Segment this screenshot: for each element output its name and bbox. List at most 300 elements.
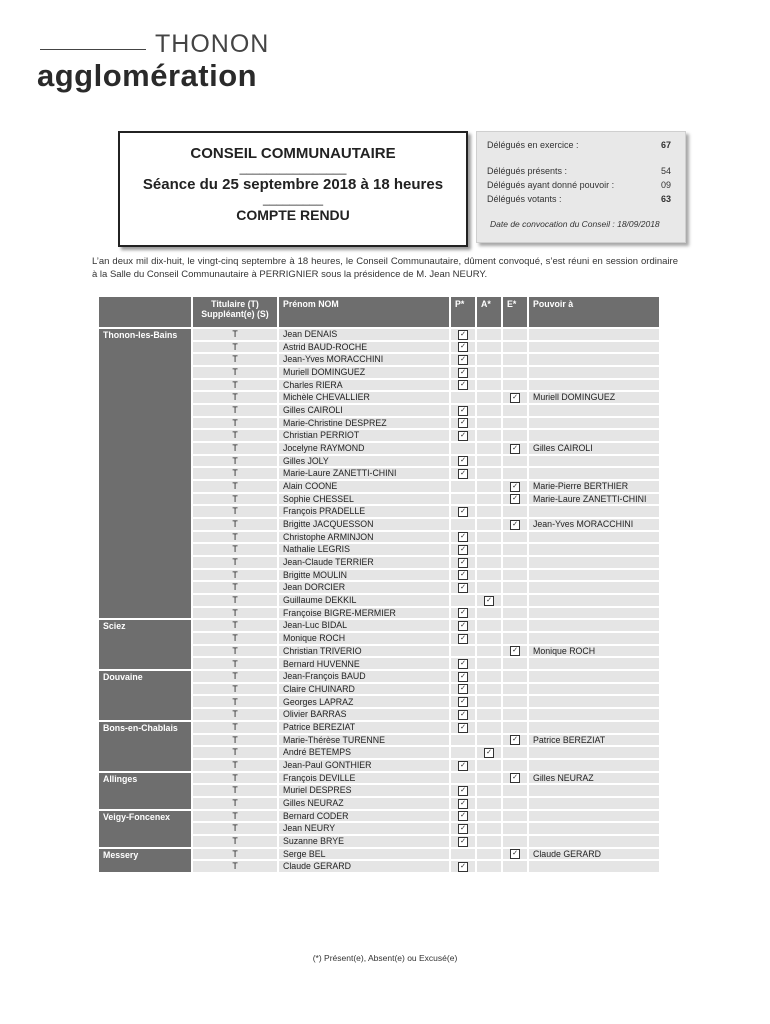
checkbox-checked-icon: ✓ (458, 380, 468, 390)
titulaire-cell: T (193, 760, 277, 771)
status-p-cell (451, 658, 475, 669)
titulaire-cell: T (193, 481, 277, 492)
checkbox-checked-icon: ✓ (458, 634, 468, 644)
status-a-cell (477, 380, 501, 391)
nom-cell: Gilles CAIROLI (279, 405, 449, 416)
status-p-cell (451, 671, 475, 682)
status-e-cell (503, 430, 527, 441)
table-row (99, 329, 659, 340)
status-p-cell (451, 582, 475, 593)
pouvoir-cell: Monique ROCH (529, 646, 659, 657)
checkbox-checked-icon: ✓ (510, 520, 520, 530)
titulaire-cell: T (193, 861, 277, 872)
checkbox-checked-icon: ✓ (458, 824, 468, 834)
status-p-cell (451, 468, 475, 479)
footnote: (*) Présent(e), Absent(e) ou Excusé(e) (312, 953, 458, 963)
checkbox-checked-icon: ✓ (458, 583, 468, 593)
status-a-cell (477, 392, 501, 403)
status-a-cell (477, 747, 501, 758)
nom-cell: Patrice BEREZIAT (279, 722, 449, 733)
nom-cell: Christian PERRIOT (279, 430, 449, 441)
titulaire-cell: T (193, 582, 277, 593)
status-a-cell (477, 684, 501, 695)
logo-thonon: THONON (155, 30, 270, 58)
status-a-cell (477, 354, 501, 365)
status-p-cell (451, 849, 475, 860)
status-a-cell (477, 861, 501, 872)
table-row (99, 773, 659, 784)
status-e-cell (503, 608, 527, 619)
status-p-cell (451, 747, 475, 758)
council-title: CONSEIL COMMUNAUTAIRE (190, 145, 396, 162)
checkbox-checked-icon: ✓ (510, 646, 520, 656)
titulaire-cell: T (193, 773, 277, 784)
intro-paragraph: L’an deux mil dix-huit, le vingt-cinq septembre à 18 heures, le Conseil Communautaire, dûment convoqué, s’est réuni en session ordinaire à la Salle du Conseil Communautaire à PERRIGNIER sous la présidence de M. Jean NEURY. (92, 256, 678, 280)
nom-cell: Muriell DOMINGUEZ (279, 367, 449, 378)
status-p-cell (451, 684, 475, 695)
titulaire-cell: T (193, 557, 277, 568)
status-a-cell (477, 696, 501, 707)
commune-cell: Messery (99, 849, 191, 872)
pouvoir-cell (529, 430, 659, 441)
status-a-cell (477, 367, 501, 378)
titulaire-cell: T (193, 329, 277, 340)
status-p-cell (451, 481, 475, 492)
pouvoir-cell (529, 747, 659, 758)
pouvoir-cell (529, 380, 659, 391)
status-e-cell (503, 861, 527, 872)
status-e-cell (503, 785, 527, 796)
checkbox-checked-icon: ✓ (458, 545, 468, 555)
titulaire-cell: T (193, 519, 277, 530)
status-e-cell (503, 735, 527, 746)
pouvoir-cell (529, 798, 659, 809)
pouvoir-cell (529, 468, 659, 479)
nom-cell: Olivier BARRAS (279, 709, 449, 720)
status-a-cell (477, 785, 501, 796)
commune-cell: Sciez (99, 620, 191, 669)
titulaire-cell: T (193, 798, 277, 809)
stat-exercice-value: 67 (660, 140, 671, 150)
pouvoir-cell: Jean-Yves MORACCHINI (529, 519, 659, 530)
logo-agglomeration: agglomération (37, 58, 258, 93)
nom-cell: Brigitte JACQUESSON (279, 519, 449, 530)
pouvoir-cell (529, 684, 659, 695)
nom-cell: Jean-Claude TERRIER (279, 557, 449, 568)
header-titulaire: Titulaire (T) Suppléant(e) (S) (193, 297, 277, 327)
checkbox-checked-icon: ✓ (510, 773, 520, 783)
status-a-cell (477, 633, 501, 644)
checkbox-checked-icon: ✓ (458, 697, 468, 707)
nom-cell: Claude GERARD (279, 861, 449, 872)
pouvoir-cell (529, 570, 659, 581)
commune-cell: Douvaine (99, 671, 191, 720)
titulaire-cell: T (193, 354, 277, 365)
checkbox-checked-icon: ✓ (458, 431, 468, 441)
checkbox-checked-icon: ✓ (458, 418, 468, 428)
status-a-cell (477, 811, 501, 822)
status-a-cell (477, 722, 501, 733)
checkbox-checked-icon: ✓ (458, 837, 468, 847)
pouvoir-cell (529, 532, 659, 543)
status-e-cell (503, 392, 527, 403)
checkbox-checked-icon: ✓ (510, 849, 520, 859)
titulaire-cell: T (193, 430, 277, 441)
commune-cell: Thonon-les-Bains (99, 329, 191, 618)
status-a-cell (477, 823, 501, 834)
pouvoir-cell (529, 342, 659, 353)
checkbox-checked-icon: ✓ (484, 748, 494, 758)
status-e-cell (503, 684, 527, 695)
pouvoir-cell (529, 823, 659, 834)
titulaire-cell: T (193, 722, 277, 733)
status-a-cell (477, 481, 501, 492)
nom-cell: Christophe ARMINJON (279, 532, 449, 543)
checkbox-checked-icon: ✓ (458, 355, 468, 365)
pouvoir-cell (529, 456, 659, 467)
checkbox-checked-icon: ✓ (458, 723, 468, 733)
status-e-cell (503, 849, 527, 860)
status-a-cell (477, 557, 501, 568)
status-e-cell (503, 342, 527, 353)
nom-cell: Claire CHUINARD (279, 684, 449, 695)
checkbox-checked-icon: ✓ (458, 406, 468, 416)
titulaire-cell: T (193, 671, 277, 682)
status-p-cell (451, 354, 475, 365)
status-e-cell (503, 329, 527, 340)
header-absent: A* (477, 297, 501, 327)
status-p-cell (451, 494, 475, 505)
titulaire-cell: T (193, 570, 277, 581)
status-p-cell (451, 620, 475, 631)
commune-cell: Bons-en-Chablais (99, 722, 191, 771)
nom-cell: Christian TRIVERIO (279, 646, 449, 657)
stat-pouvoir-value: 09 (660, 180, 671, 190)
status-p-cell (451, 392, 475, 403)
status-e-cell (503, 380, 527, 391)
checkbox-checked-icon: ✓ (458, 368, 468, 378)
status-p-cell (451, 506, 475, 517)
titulaire-cell: T (193, 646, 277, 657)
checkbox-checked-icon: ✓ (458, 342, 468, 352)
pouvoir-cell (529, 620, 659, 631)
status-a-cell (477, 519, 501, 530)
status-p-cell (451, 722, 475, 733)
status-a-cell (477, 798, 501, 809)
checkbox-checked-icon: ✓ (458, 456, 468, 466)
nom-cell: Jean DENAIS (279, 329, 449, 340)
pouvoir-cell: Gilles CAIROLI (529, 443, 659, 454)
checkbox-checked-icon: ✓ (458, 672, 468, 682)
commune-cell: Veigy-Foncenex (99, 811, 191, 847)
status-a-cell (477, 405, 501, 416)
nom-cell: Jean-Luc BIDAL (279, 620, 449, 631)
pouvoir-cell (529, 557, 659, 568)
status-e-cell (503, 620, 527, 631)
titulaire-cell: T (193, 468, 277, 479)
pouvoir-cell: Gilles NEURAZ (529, 773, 659, 784)
status-p-cell (451, 557, 475, 568)
nom-cell: Jean DORCIER (279, 582, 449, 593)
checkbox-checked-icon: ✓ (510, 393, 520, 403)
status-p-cell (451, 709, 475, 720)
pouvoir-cell (529, 418, 659, 429)
nom-cell: Gilles NEURAZ (279, 798, 449, 809)
status-e-cell (503, 544, 527, 555)
pouvoir-cell (529, 329, 659, 340)
status-p-cell (451, 595, 475, 606)
status-a-cell (477, 456, 501, 467)
pouvoir-cell (529, 785, 659, 796)
table-row (99, 849, 659, 860)
pouvoir-cell (529, 671, 659, 682)
status-e-cell (503, 405, 527, 416)
nom-cell: Jocelyne RAYMOND (279, 443, 449, 454)
stat-presents-label: Délégués présents : (487, 166, 568, 176)
status-p-cell (451, 342, 475, 353)
titulaire-cell: T (193, 709, 277, 720)
titulaire-cell: T (193, 684, 277, 695)
pouvoir-cell (529, 405, 659, 416)
status-a-cell (477, 646, 501, 657)
nom-cell: Serge BEL (279, 849, 449, 860)
status-p-cell (451, 696, 475, 707)
nom-cell: Marie-Christine DESPREZ (279, 418, 449, 429)
status-p-cell (451, 456, 475, 467)
status-p-cell (451, 608, 475, 619)
status-a-cell (477, 658, 501, 669)
pouvoir-cell (529, 811, 659, 822)
status-e-cell (503, 506, 527, 517)
nom-cell: Charles RIERA (279, 380, 449, 391)
checkbox-checked-icon: ✓ (484, 596, 494, 606)
status-e-cell (503, 823, 527, 834)
status-a-cell (477, 430, 501, 441)
status-a-cell (477, 836, 501, 847)
status-p-cell (451, 785, 475, 796)
status-a-cell (477, 532, 501, 543)
checkbox-checked-icon: ✓ (510, 494, 520, 504)
checkbox-checked-icon: ✓ (458, 710, 468, 720)
status-e-cell (503, 798, 527, 809)
pouvoir-cell (529, 608, 659, 619)
status-p-cell (451, 735, 475, 746)
stat-votants-label: Délégués votants : (487, 194, 562, 204)
pouvoir-cell (529, 861, 659, 872)
nom-cell: Jean-François BAUD (279, 671, 449, 682)
status-a-cell (477, 418, 501, 429)
header-nom: Prénom NOM (279, 297, 449, 327)
checkbox-checked-icon: ✓ (458, 811, 468, 821)
status-a-cell (477, 443, 501, 454)
status-e-cell (503, 773, 527, 784)
checkbox-checked-icon: ✓ (458, 608, 468, 618)
nom-cell: Astrid BAUD-ROCHE (279, 342, 449, 353)
title-box (118, 131, 468, 247)
nom-cell: Françoise BIGRE-MERMIER (279, 608, 449, 619)
status-a-cell (477, 620, 501, 631)
attendance-table (97, 295, 661, 874)
nom-cell: Michèle CHEVALLIER (279, 392, 449, 403)
nom-cell: Sophie CHESSEL (279, 494, 449, 505)
status-e-cell (503, 709, 527, 720)
titulaire-cell: T (193, 785, 277, 796)
table-row (99, 671, 659, 682)
status-a-cell (477, 671, 501, 682)
status-p-cell (451, 443, 475, 454)
nom-cell: Jean-Paul GONTHIER (279, 760, 449, 771)
nom-cell: Brigitte MOULIN (279, 570, 449, 581)
separator-2: _________ (262, 192, 324, 206)
status-p-cell (451, 430, 475, 441)
status-p-cell (451, 760, 475, 771)
pouvoir-cell: Marie-Pierre BERTHIER (529, 481, 659, 492)
pouvoir-cell (529, 354, 659, 365)
titulaire-cell: T (193, 342, 277, 353)
checkbox-checked-icon: ✓ (458, 761, 468, 771)
titulaire-cell: T (193, 418, 277, 429)
nom-cell: Suzanne BRYE (279, 836, 449, 847)
status-e-cell (503, 443, 527, 454)
compte-rendu-title: COMPTE RENDU (236, 207, 350, 223)
status-a-cell (477, 735, 501, 746)
nom-cell: Jean NEURY (279, 823, 449, 834)
status-a-cell (477, 760, 501, 771)
nom-cell: Jean-Yves MORACCHINI (279, 354, 449, 365)
status-e-cell (503, 456, 527, 467)
pouvoir-cell (529, 544, 659, 555)
separator-1: ________________ (239, 161, 347, 175)
titulaire-cell: T (193, 544, 277, 555)
table-row (99, 620, 659, 631)
titulaire-cell: T (193, 836, 277, 847)
checkbox-checked-icon: ✓ (458, 330, 468, 340)
status-p-cell (451, 380, 475, 391)
convocation-date: Date de convocation du Conseil : 18/09/2018 (490, 219, 660, 229)
nom-cell: Monique ROCH (279, 633, 449, 644)
commune-cell: Allinges (99, 773, 191, 809)
status-e-cell (503, 468, 527, 479)
checkbox-checked-icon: ✓ (458, 684, 468, 694)
pouvoir-cell: Claude GERARD (529, 849, 659, 860)
status-e-cell (503, 582, 527, 593)
nom-cell: Nathalie LEGRIS (279, 544, 449, 555)
titulaire-cell: T (193, 506, 277, 517)
pouvoir-cell (529, 722, 659, 733)
status-a-cell (477, 570, 501, 581)
titulaire-cell: T (193, 392, 277, 403)
checkbox-checked-icon: ✓ (510, 482, 520, 492)
nom-cell: Bernard CODER (279, 811, 449, 822)
titulaire-cell: T (193, 532, 277, 543)
titulaire-cell: T (193, 823, 277, 834)
session-date: Séance du 25 septembre 2018 à 18 heures (142, 176, 444, 193)
status-p-cell (451, 633, 475, 644)
pouvoir-cell (529, 836, 659, 847)
status-a-cell (477, 544, 501, 555)
status-e-cell (503, 646, 527, 657)
nom-cell: François PRADELLE (279, 506, 449, 517)
status-e-cell (503, 570, 527, 581)
nom-cell: Muriel DESPRES (279, 785, 449, 796)
status-p-cell (451, 646, 475, 657)
status-e-cell (503, 494, 527, 505)
status-e-cell (503, 519, 527, 530)
table-header-row (99, 297, 659, 327)
delegates-stats-box (476, 131, 686, 243)
status-e-cell (503, 532, 527, 543)
status-p-cell (451, 823, 475, 834)
titulaire-cell: T (193, 811, 277, 822)
status-p-cell (451, 532, 475, 543)
nom-cell: Alain COONE (279, 481, 449, 492)
pouvoir-cell (529, 582, 659, 593)
titulaire-cell: T (193, 849, 277, 860)
pouvoir-cell (529, 709, 659, 720)
checkbox-checked-icon: ✓ (458, 799, 468, 809)
checkbox-checked-icon: ✓ (458, 621, 468, 631)
status-p-cell (451, 836, 475, 847)
status-p-cell (451, 367, 475, 378)
titulaire-cell: T (193, 595, 277, 606)
pouvoir-cell: Patrice BEREZIAT (529, 735, 659, 746)
status-a-cell (477, 582, 501, 593)
status-e-cell (503, 557, 527, 568)
header-excuse: E* (503, 297, 527, 327)
nom-cell: François DEVILLE (279, 773, 449, 784)
checkbox-checked-icon: ✓ (458, 659, 468, 669)
status-a-cell (477, 342, 501, 353)
status-p-cell (451, 519, 475, 530)
status-p-cell (451, 570, 475, 581)
pouvoir-cell: Marie-Laure ZANETTI-CHINI (529, 494, 659, 505)
status-p-cell (451, 773, 475, 784)
status-a-cell (477, 494, 501, 505)
titulaire-cell: T (193, 633, 277, 644)
status-e-cell (503, 595, 527, 606)
nom-cell: Marie-Thérèse TURENNE (279, 735, 449, 746)
table-row (99, 722, 659, 733)
pouvoir-cell (529, 696, 659, 707)
stat-exercice-label: Délégués en exercice : (487, 140, 579, 150)
status-p-cell (451, 418, 475, 429)
status-a-cell (477, 468, 501, 479)
checkbox-checked-icon: ✓ (510, 444, 520, 454)
status-p-cell (451, 405, 475, 416)
status-a-cell (477, 329, 501, 340)
status-e-cell (503, 836, 527, 847)
status-p-cell (451, 811, 475, 822)
status-e-cell (503, 658, 527, 669)
pouvoir-cell (529, 760, 659, 771)
titulaire-cell: T (193, 494, 277, 505)
status-a-cell (477, 773, 501, 784)
status-p-cell (451, 861, 475, 872)
status-p-cell (451, 544, 475, 555)
checkbox-checked-icon: ✓ (458, 469, 468, 479)
nom-cell: Bernard HUVENNE (279, 658, 449, 669)
status-e-cell (503, 760, 527, 771)
nom-cell: Gilles JOLY (279, 456, 449, 467)
titulaire-cell: T (193, 747, 277, 758)
checkbox-checked-icon: ✓ (458, 862, 468, 872)
checkbox-checked-icon: ✓ (458, 532, 468, 542)
pouvoir-cell: Muriell DOMINGUEZ (529, 392, 659, 403)
titulaire-cell: T (193, 620, 277, 631)
stat-pouvoir-label: Délégués ayant donné pouvoir : (487, 180, 615, 190)
titulaire-cell: T (193, 380, 277, 391)
pouvoir-cell (529, 595, 659, 606)
